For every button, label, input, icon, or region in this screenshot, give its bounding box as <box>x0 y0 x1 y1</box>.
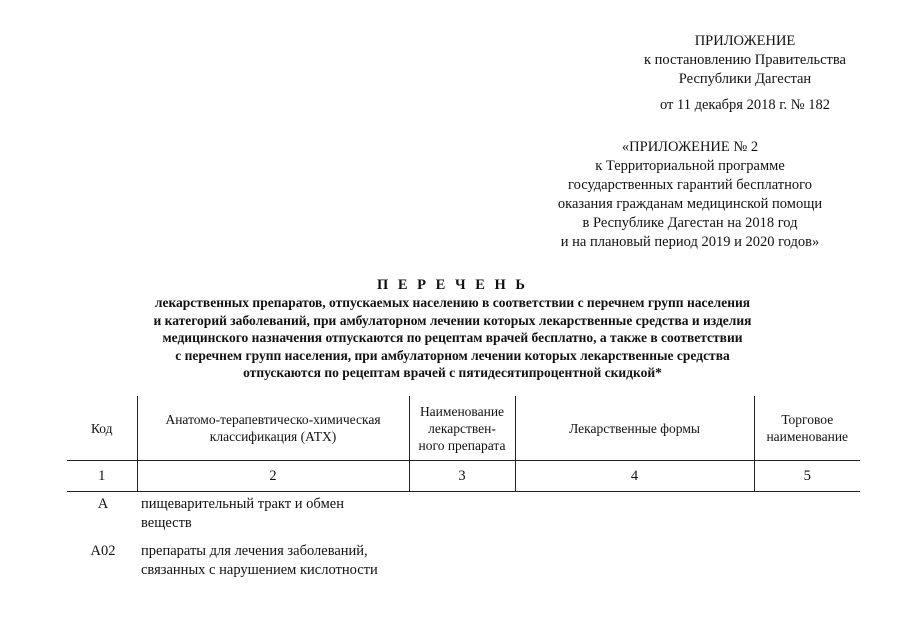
appendix2-line: и на плановый период 2019 и 2020 годов» <box>560 234 820 250</box>
column-number: 1 <box>67 461 137 492</box>
subtitle-line: и категорий заболеваний, при амбулаторном лечении которых лекарственные средства и изделия <box>153 312 752 328</box>
header-text: Наименование <box>419 403 505 419</box>
column-header-code <box>67 396 137 461</box>
document-title <box>0 276 905 295</box>
appendix-heading <box>600 32 890 89</box>
appendix2-line: оказания гражданам медицинской помощи <box>557 196 823 212</box>
atc-text: связанных с нарушением кислотности <box>141 562 378 578</box>
column-header-trade-name <box>754 396 860 461</box>
atc-text: пищеварительный тракт и обмен <box>141 496 344 512</box>
appendix2-line: к Территориальной программе <box>595 158 785 174</box>
appendix2-line: «ПРИЛОЖЕНИЕ № 2 <box>621 139 759 155</box>
column-header-atc <box>137 396 409 461</box>
appendix-line: Республики Дагестан <box>678 71 812 87</box>
drug-list-table <box>67 396 860 492</box>
appendix-line: ПРИЛОЖЕНИЕ <box>694 33 796 49</box>
subtitle-line: лекарственных препаратов, отпускаемых населению в соответствии с перечнем групп населения <box>154 295 751 310</box>
header-text: ного препарата <box>418 437 506 453</box>
column-header-dosage-forms <box>515 396 754 461</box>
subtitle-line: с перечнем групп населения, при амбулаторном лечении которых лекарственные средства <box>175 347 730 363</box>
table-header-row <box>67 396 860 461</box>
atc-classification <box>141 542 401 580</box>
header-text: Код <box>90 420 113 436</box>
document-subtitle <box>100 294 805 382</box>
appendix-line: к постановлению Правительства <box>644 52 846 68</box>
header-text: Анатомо-терапевтическо-химическая <box>165 412 381 427</box>
header-text: наименование <box>766 429 849 444</box>
appendix-2-heading <box>520 138 860 252</box>
atc-text: препараты для лечения заболеваний, <box>141 543 368 559</box>
atc-code: А02 <box>90 543 116 559</box>
appendix2-line: государственных гарантий бесплатного <box>568 177 812 193</box>
document-title-text: П Е Р Е Ч Е Н Ь <box>376 277 529 293</box>
decree-date-number <box>600 96 890 115</box>
column-number: 4 <box>515 461 754 492</box>
subtitle-line: медицинского назначения отпускаются по рецептам врачей бесплатно, а также в соответствии <box>162 330 743 346</box>
column-number-row <box>67 461 860 492</box>
column-number: 3 <box>409 461 515 492</box>
appendix2-line: в Республике Дагестан на 2018 год <box>582 215 798 231</box>
column-number: 5 <box>754 461 860 492</box>
atc-text: веществ <box>141 515 192 531</box>
header-text: Торговое <box>781 412 834 427</box>
atc-classification <box>141 495 401 533</box>
decree-line: от 11 декабря 2018 г. № 182 <box>660 97 830 113</box>
column-header-drug-name <box>409 396 515 461</box>
header-text: лекарствен- <box>428 420 496 436</box>
subtitle-line: отпускаются по рецептам врачей с пятидесятипроцентной скидкой* <box>243 365 662 381</box>
header-text: Лекарственные формы <box>569 420 700 436</box>
atc-code: А <box>97 496 109 512</box>
column-number: 2 <box>137 461 409 492</box>
header-text: классификация (АТХ) <box>209 429 337 444</box>
